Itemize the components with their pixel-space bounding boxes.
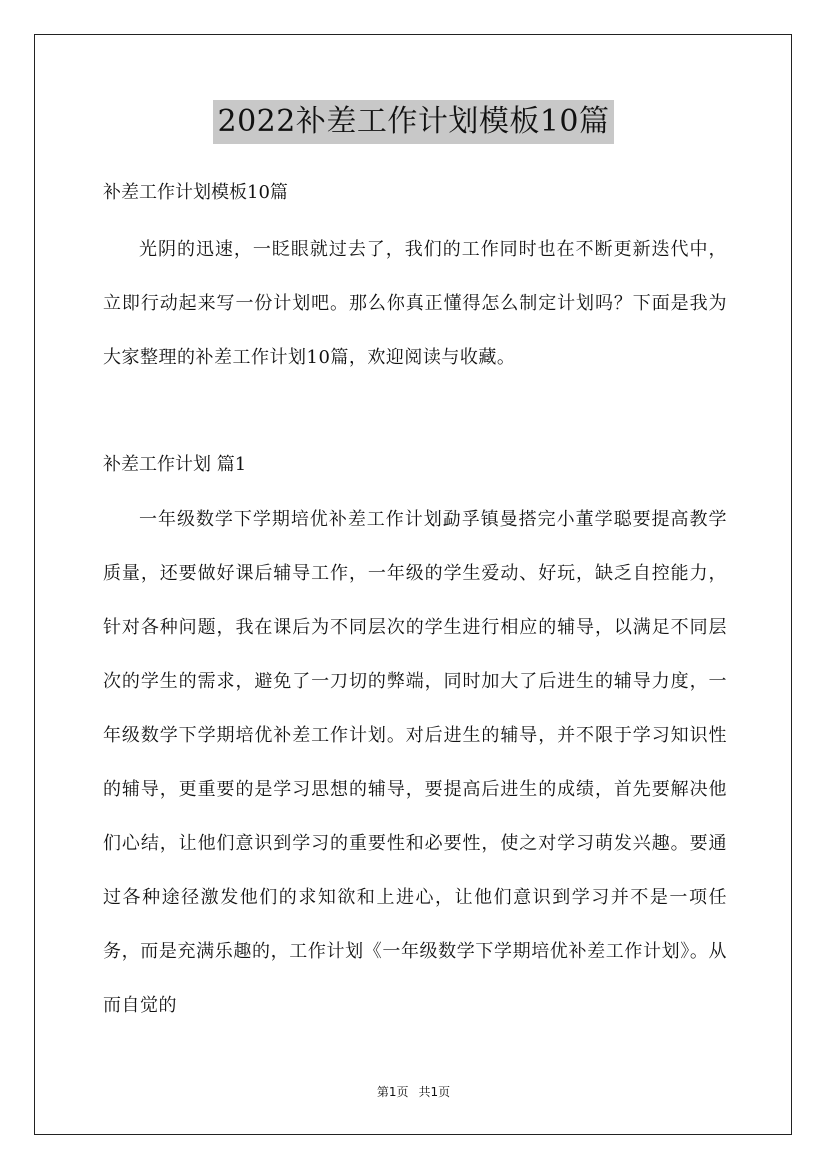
- title-container: [0, 100, 827, 144]
- page-footer: [0, 1083, 827, 1101]
- document-title: 2022补差工作计划模板10篇: [213, 100, 613, 144]
- section-paragraph: 一年级数学下学期培优补差工作计划勐孚镇曼搭完小董学聪要提高教学质量，还要做好课后辅导工作，一年级的学生爱动、好玩，缺乏自控能力，针对各种问题，我在课后为不同层次的学生进行相应的辅导，以满足不同层次的学生的需求，避免了一刀切的弊端，同时加大了后进生的辅导力度，一年级数学下学期培优补差工作计划。对后进生的辅导，并不限于学习知识性的辅导，更重要的是学习思想的辅导，要提高后进生的成绩，首先要解决他们心结，让他们意识到学习的重要性和必要性，使之对学习萌发兴趣。要通过各种途径激发他们的求知欲和上进心，让他们意识到学习并不是一项任务，而是充满乐趣的，工作计划《一年级数学下学期培优补差工作计划》。从而自觉的: [103, 509, 727, 1016]
- document-subtitle: 补差工作计划模板10篇: [103, 182, 288, 203]
- page-number: 第1页: [376, 1085, 409, 1099]
- page-total: 共1页: [418, 1085, 451, 1099]
- section-heading: 补差工作计划 篇1: [103, 454, 247, 475]
- intro-paragraph: 光阴的迅速，一眨眼就过去了，我们的工作同时也在不断更新迭代中，立即行动起来写一份计划吧。那么你真正懂得怎么制定计划吗？下面是我为大家整理的补差工作计划10篇，欢迎阅读与收藏。: [103, 239, 727, 368]
